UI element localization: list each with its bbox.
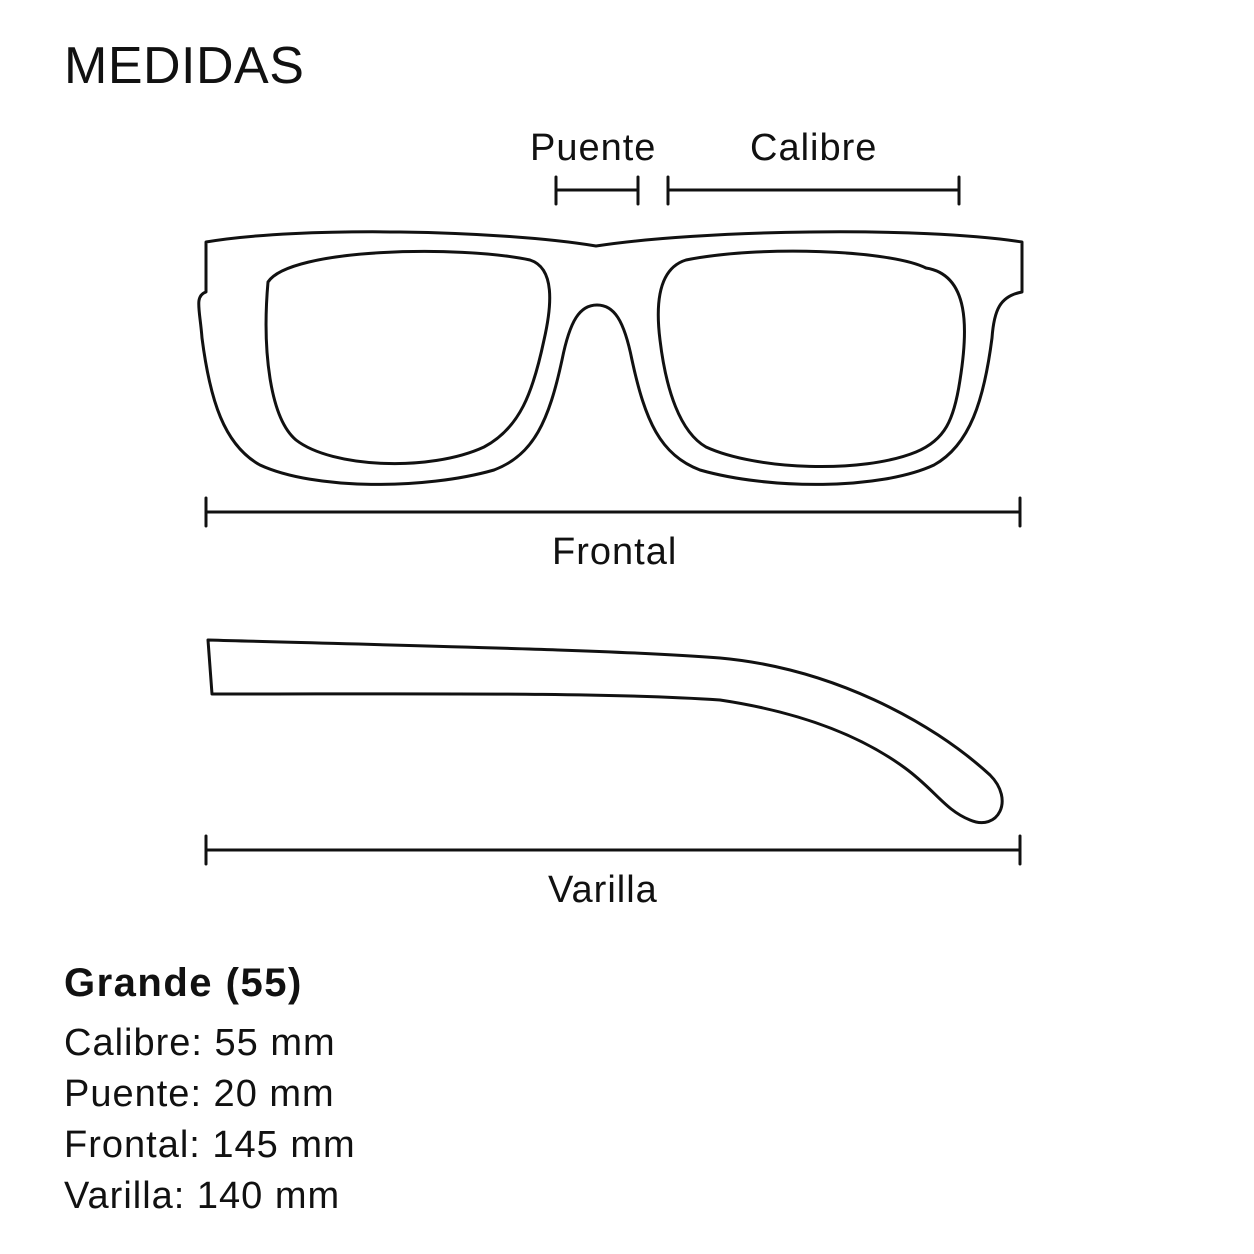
temple-arm-outline xyxy=(208,640,1002,823)
frontal-label: Frontal xyxy=(552,531,678,573)
left-lens xyxy=(266,251,550,463)
puente-label: Puente xyxy=(530,127,657,169)
puente-dimension-line xyxy=(556,177,638,204)
calibre-label: Calibre xyxy=(750,127,878,169)
calibre-dimension-line xyxy=(668,177,959,204)
spec-calibre: Calibre: 55 mm xyxy=(64,1022,336,1064)
varilla-label: Varilla xyxy=(548,869,658,911)
frontal-dimension-line xyxy=(206,498,1020,526)
varilla-dimension-line xyxy=(206,836,1020,864)
right-lens xyxy=(658,251,964,466)
size-specs xyxy=(64,958,356,1222)
spec-frontal: Frontal: 145 mm xyxy=(64,1124,356,1166)
frame-front-outline xyxy=(199,232,1022,485)
spec-varilla: Varilla: 140 mm xyxy=(64,1175,341,1217)
size-title: Grande (55) xyxy=(64,961,303,1005)
spec-puente: Puente: 20 mm xyxy=(64,1073,335,1115)
page-title: MEDIDAS xyxy=(64,37,305,95)
